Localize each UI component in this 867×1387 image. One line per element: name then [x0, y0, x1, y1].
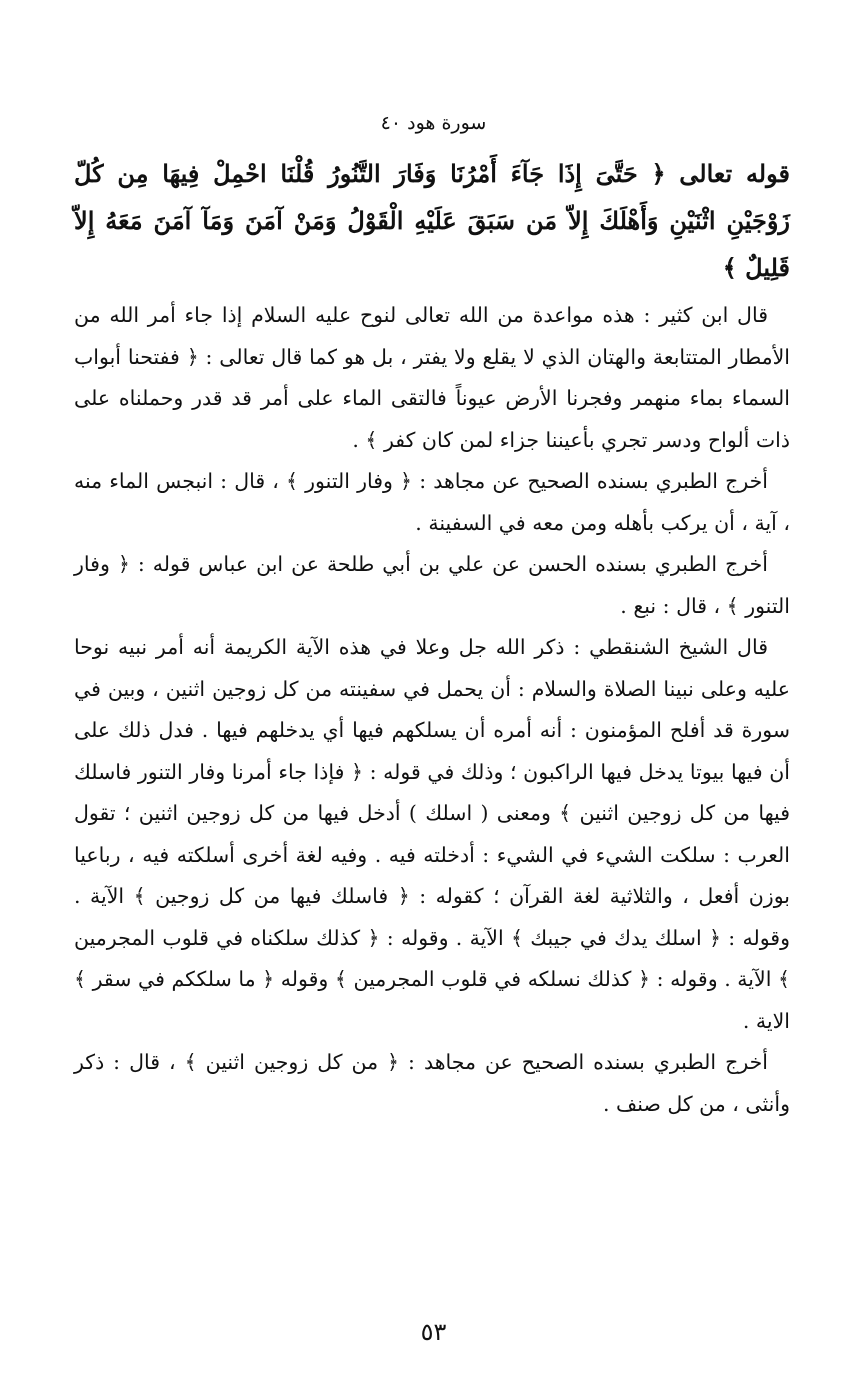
- running-header: سورة هود ٤٠: [380, 112, 487, 134]
- paragraph-tabari-mujahid: أخرج الطبري بسنده الصحيح عن مجاهد : ﴿ وفار التنور ﴾ ، قال : انبجس الماء منه ، آية ، أن يركب بأهله ومن معه في السفينة .: [74, 469, 790, 535]
- page-number: ٥٣: [420, 1318, 447, 1346]
- quranic-verse: قوله تعالى ﴿ حَتَّىَ إِذَا جَآءَ أَمْرُنَا وَفَارَ التَّنُورُ قُلْنَا احْمِلْ فِيهَا مِن كُلّ زَوْجَيْنِ اثْنَيْنِ وَأَهْلَكَ إِلاّ مَن سَبَقَ عَلَيْهِ الْقَوْلُ وَمَنْ آمَنَ وَمَآ آمَنَ مَعَهُ إِلاّ قَلِيلٌ ﴾: [74, 159, 790, 282]
- page-body: [74, 150, 790, 1125]
- paragraph-shanqiti: قال الشيخ الشنقطي : ذكر الله جل وعلا في هذه الآية الكريمة أنه أمر نبيه نوحا عليه وعلى نبينا الصلاة والسلام : أن يحمل في سفينته من كل زوجين اثنين ، وبين في سورة قد أفلح المؤمنون : أنه أمره أن يسلكهم فيها أي يدخلهم فيها . فدل ذلك على أن فيها بيوتا يدخل فيها الراكبون ؛ وذلك في قوله : ﴿ فإذا جاء أمرنا وفار التنور فاسلك فيها من كل زوجين اثنين ﴾ ومعنى ( اسلك ) أدخل فيها من كل زوجين اثنين ؛ تقول العرب : سلكت الشيء في الشيء : أدخلته فيه . وفيه لغة أخرى أسلكته فيه ، رباعيا بوزن أفعل ، والثلاثية لغة القرآن ؛ كقوله : ﴿ فاسلك فيها من كل زوجين ﴾ الآية . وقوله : ﴿ اسلك يدك في جيبك ﴾ الآية . وقوله : ﴿ كذلك سلكناه في قلوب المجرمين ﴾ الآية . وقوله : ﴿ كذلك نسلكه في قلوب المجرمين ﴾ وقوله ﴿ ما سلككم في سقر ﴾ الاية .: [74, 635, 790, 1033]
- paragraph-tabari-ibn-abbas: أخرج الطبري بسنده الحسن عن علي بن أبي طلحة عن ابن عباس قوله : ﴿ وفار التنور ﴾ ، قال : نبع .: [74, 552, 790, 618]
- paragraph-ibn-kathir: قال ابن كثير : هذه مواعدة من الله تعالى لنوح عليه السلام إذا جاء أمر الله من الأمطار المتتابعة والهتان الذي لا يقلع ولا يفتر ، بل هو كما قال تعالى : ﴿ ففتحنا أبواب السماء بماء منهمر وفجرنا الأرض عيوناً فالتقى الماء على أمر قد قدر وحملناه على ذات ألواح ودسر تجري بأعيننا جزاء لمن كان كفر ﴾ .: [74, 303, 790, 452]
- paragraph-tabari-mujahid-pairs: أخرج الطبري بسنده الصحيح عن مجاهد : ﴿ من كل زوجين اثنين ﴾ ، قال : ذكر وأنثى ، من كل صنف .: [74, 1050, 790, 1116]
